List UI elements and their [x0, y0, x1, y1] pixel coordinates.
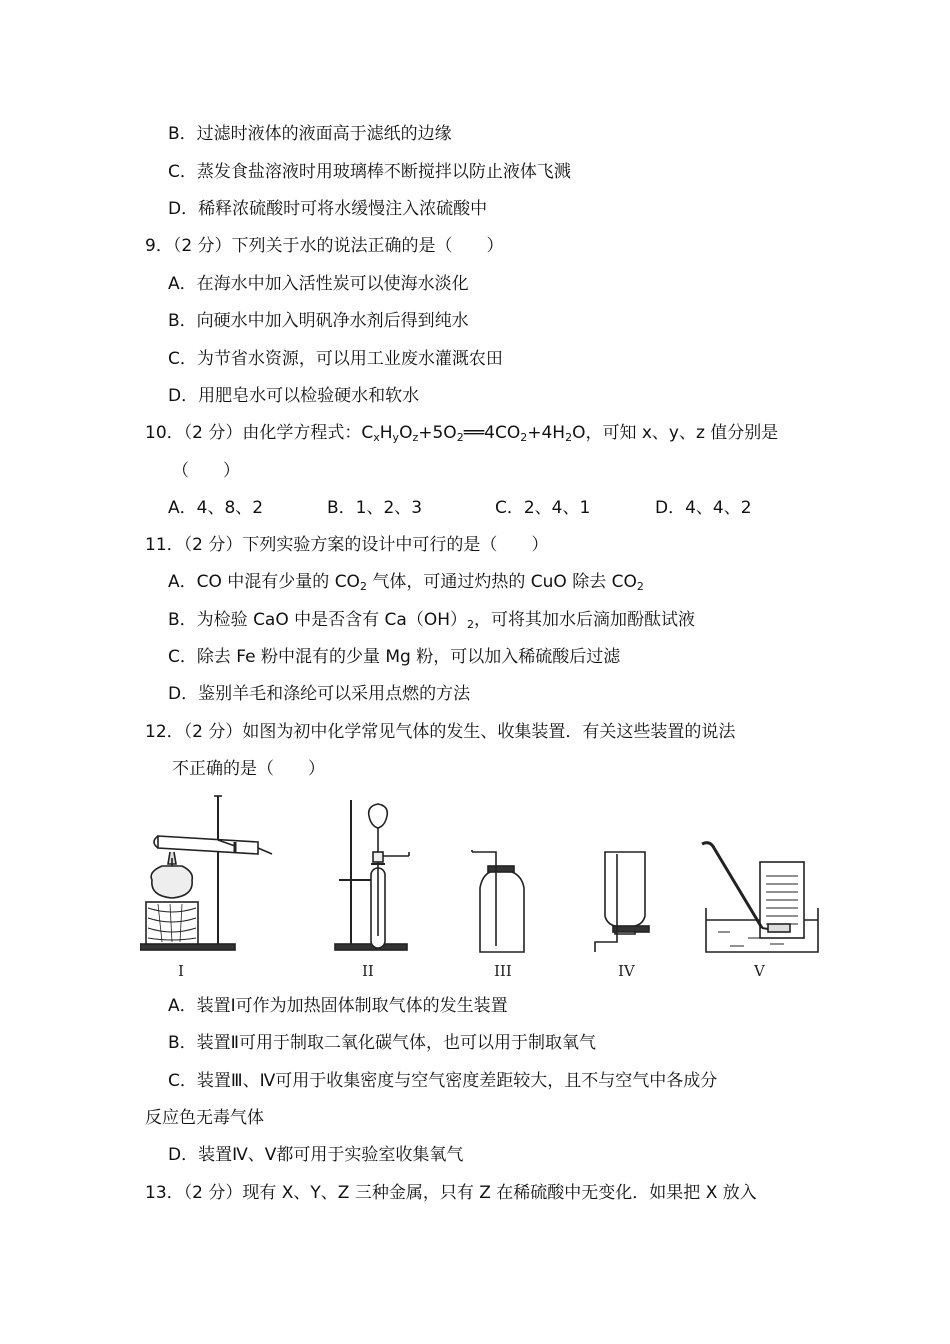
- q12-option-d: D．装置Ⅳ、Ⅴ都可用于实验室收集氧气: [168, 1145, 464, 1165]
- apparatus-diagram: [140, 792, 830, 982]
- apparatus-figure: [140, 792, 830, 982]
- q9-option-b: B．向硬水中加入明矾净水剂后得到纯水: [168, 311, 469, 331]
- q10-option-c: C．2、4、1: [495, 498, 591, 518]
- apparatus-3-gas-bottle: [472, 850, 524, 952]
- apparatus-2-generator: [335, 800, 409, 950]
- q12-stem-continuation: 不正确的是（ ）: [172, 759, 325, 779]
- q12-stem: 12．（2 分）如图为初中化学常见气体的发生、收集装置．有关这些装置的说法: [145, 722, 736, 742]
- q11-option-a: A．CO 中混有少量的 $CO_2$ 气体，可通过灼热的 CuO 除去 $CO_2$: [168, 572, 644, 593]
- q10-stem: 10．（2 分）由化学方程式：$C_xH_yO_z+5O_2══4CO_2+4H_2O$，可知 x、y、z 值分别是: [145, 423, 779, 444]
- q11-option-b: B．为检验 CaO 中是否含有 $Ca(OH)_2$，可将其加水后滴加酚酞试液: [168, 610, 695, 631]
- q10-stem-continuation: （ ）: [172, 461, 240, 481]
- apparatus-1-heating-setup: [140, 796, 272, 950]
- q9-stem: 9．（2 分）下列关于水的说法正确的是（ ）: [145, 236, 504, 256]
- apparatus-label-2: II: [362, 962, 374, 980]
- q11-option-c: C．除去 Fe 粉中混有的少量 Mg 粉，可以加入稀硫酸后过滤: [168, 647, 621, 667]
- apparatus-label-4: IV: [618, 962, 635, 980]
- q8-option-b: B．过滤时液体的液面高于滤纸的边缘: [168, 124, 452, 144]
- q9-option-d: D．用肥皂水可以检验硬水和软水: [168, 386, 420, 406]
- q10-option-b: B．1、2、3: [327, 498, 423, 518]
- apparatus-4-inverted-bottle: [595, 852, 649, 952]
- q12-option-c: C．装置Ⅲ、Ⅳ可用于收集密度与空气密度差距较大，且不与空气中各成分: [168, 1071, 718, 1091]
- apparatus-label-5: V: [754, 962, 765, 980]
- apparatus-label-3: III: [494, 962, 512, 980]
- q12-option-b: B．装置Ⅱ可用于制取二氧化碳气体，也可以用于制取氧气: [168, 1033, 597, 1053]
- q13-stem: 13．（2 分）现有 X、Y、Z 三种金属，只有 Z 在稀硫酸中无变化．如果把 X 放入: [145, 1183, 757, 1203]
- apparatus-5-water-trough: [702, 843, 818, 952]
- q9-option-a: A．在海水中加入活性炭可以使海水淡化: [168, 274, 469, 294]
- q10-options: [0, 496, 950, 520]
- q12-option-a: A．装置Ⅰ可作为加热固体制取气体的发生装置: [168, 996, 508, 1016]
- q10-option-d: D．4、4、2: [655, 498, 752, 518]
- apparatus-label-1: I: [178, 962, 184, 980]
- q8-option-c: C．蒸发食盐溶液时用玻璃棒不断搅拌以防止液体飞溅: [168, 162, 571, 182]
- q11-option-d: D．鉴别羊毛和涤纶可以采用点燃的方法: [168, 684, 471, 704]
- q11-stem: 11．（2 分）下列实验方案的设计中可行的是（ ）: [145, 535, 549, 555]
- q10-option-a: A．4、8、2: [168, 498, 264, 518]
- q8-option-d: D．稀释浓硫酸时可将水缓慢注入浓硫酸中: [168, 199, 488, 219]
- q9-option-c: C．为节省水资源，可以用工业废水灌溉农田: [168, 349, 503, 369]
- q12-option-c-continuation: 反应色无毒气体: [145, 1108, 264, 1128]
